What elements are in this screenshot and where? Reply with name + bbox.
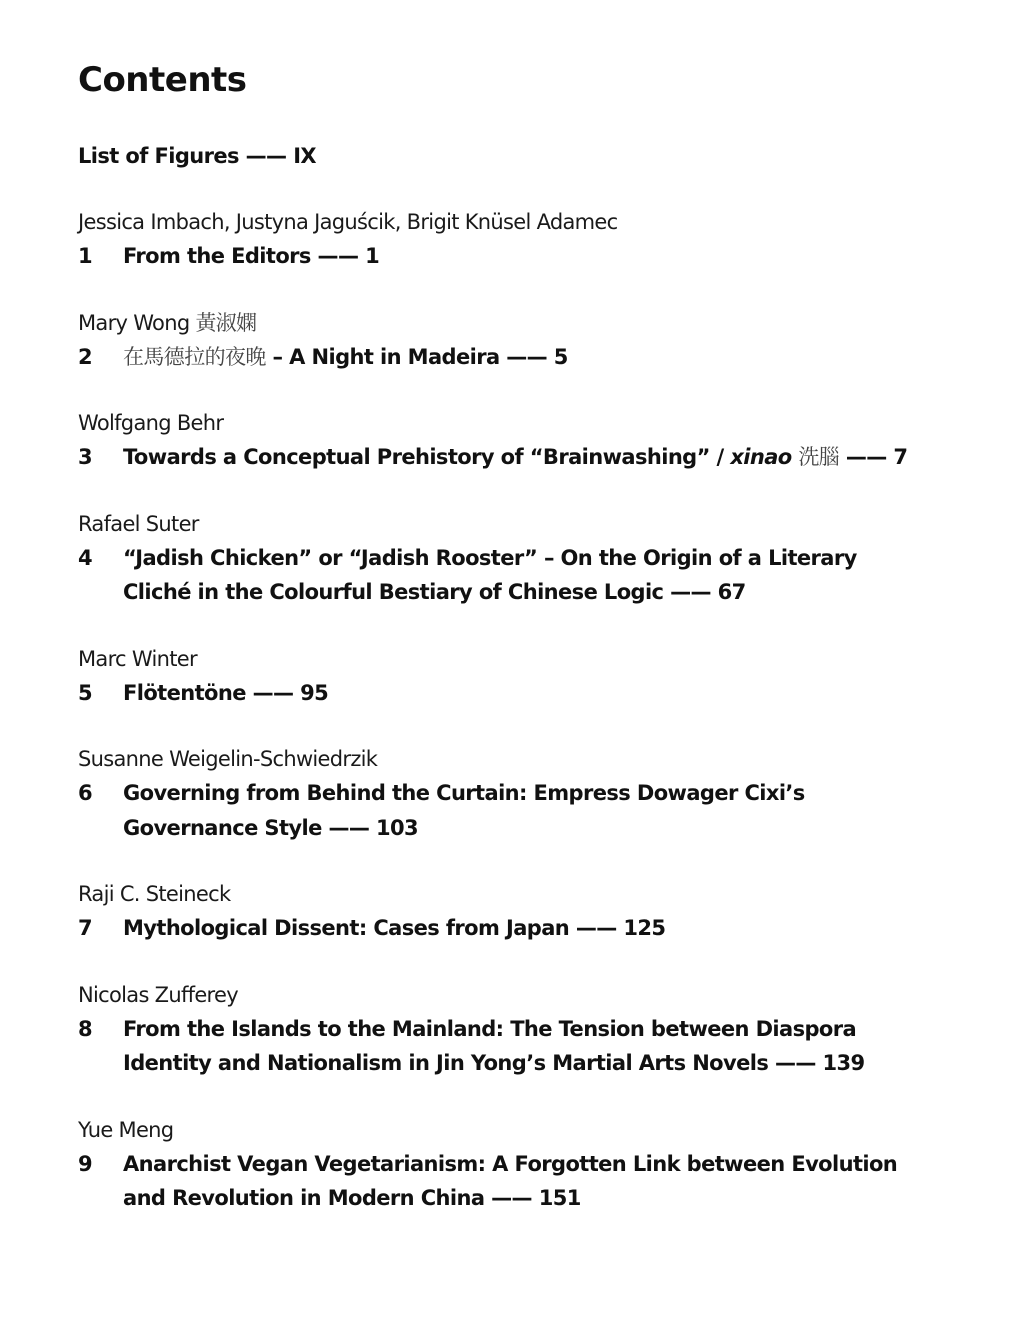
page-number: 7: [893, 445, 908, 469]
toc-entry[interactable]: [78, 306, 958, 375]
entry-author: Yue Meng: [78, 1117, 174, 1142]
chapter-number: 6: [78, 781, 93, 805]
chapter-number: 9: [78, 1151, 93, 1176]
chapter-title-cjk: 在馬德拉的夜晚: [123, 344, 266, 369]
chapter-number: 3: [78, 445, 93, 469]
toc-entry[interactable]: [78, 642, 958, 711]
entry-author: Mary Wong: [78, 310, 190, 335]
chapter-title: Governing from Behind the Curtain: Empress Dowager Cixi’s Governance Style: [123, 781, 805, 840]
chapter-number: 8: [78, 1016, 93, 1041]
leader-dash: ——: [252, 680, 294, 705]
chapter-title: From the Editors: [123, 244, 311, 268]
entry-author: Rafael Suter: [78, 511, 199, 536]
entry-author: Nicolas Zufferey: [78, 982, 238, 1007]
page-number: IX: [293, 144, 316, 168]
entry-title: List of Figures: [78, 144, 239, 168]
chapter-number: 7: [78, 916, 93, 940]
page-number: 151: [538, 1186, 581, 1210]
chapter-title: Flötentöne: [123, 680, 246, 705]
toc-entry[interactable]: [78, 406, 958, 475]
chapter-title: “Jadish Chicken” or “Jadish Rooster” – On the Origin of a Literary Cliché in the Colourful Bestiary of Chinese Logic: [123, 545, 857, 604]
page-number: 1: [365, 244, 380, 268]
entry-author: Susanne Weigelin-Schwiedrzik: [78, 747, 378, 771]
chapter-number: 5: [78, 680, 93, 705]
toc-entry[interactable]: [78, 507, 958, 610]
chapter-title-italic: xinao: [730, 445, 792, 469]
toc-entry[interactable]: [78, 742, 958, 845]
toc-entry[interactable]: [78, 205, 958, 274]
chapter-number: 1: [78, 244, 93, 268]
entry-author: Wolfgang Behr: [78, 411, 224, 435]
entry-author: Jessica Imbach, Justyna Jaguścik, Brigit Knüsel Adamec: [78, 210, 618, 234]
toc-entry[interactable]: [78, 877, 958, 946]
chapter-number: 2: [78, 344, 93, 369]
leader-dash: ——: [845, 445, 887, 469]
toc-entry[interactable]: [78, 1113, 958, 1216]
chapter-title-cjk: 洗腦: [798, 445, 840, 469]
toc-entry[interactable]: [78, 978, 958, 1081]
list-of-figures-entry[interactable]: [78, 139, 958, 173]
page-title: Contents: [78, 60, 247, 100]
leader-dash: ——: [491, 1186, 532, 1210]
leader-dash: ——: [774, 1051, 816, 1075]
chapter-number: 4: [78, 545, 93, 570]
contents-page: [78, 58, 958, 1216]
page-number: 67: [717, 580, 746, 604]
chapter-title: Anarchist Vegan Vegetarianism: A Forgotten Link between Evolution and Revolution in Modern China: [123, 1151, 898, 1210]
entry-author-cjk: 黃淑嫻: [195, 310, 257, 335]
page-number: 125: [623, 916, 666, 940]
chapter-title: From the Islands to the Mainland: The Tension between Diaspora Identity and Nationalism in Jin Yong’s Martial Arts Novels: [123, 1016, 857, 1075]
leader-dash: ——: [328, 815, 370, 840]
page-number: 103: [375, 815, 419, 840]
leader-dash: ——: [575, 916, 617, 940]
entry-author: Marc Winter: [78, 646, 197, 671]
page-number: 95: [300, 680, 329, 705]
chapter-title: – A Night in Madeira: [265, 344, 500, 369]
page-number: 139: [822, 1051, 865, 1075]
chapter-title: Towards a Conceptual Prehistory of “Brainwashing” /: [123, 445, 731, 469]
leader-dash: ——: [670, 580, 711, 604]
entry-author: Raji C. Steineck: [78, 882, 231, 906]
leader-dash: ——: [245, 144, 287, 168]
chapter-title: Mythological Dissent: Cases from Japan: [123, 916, 570, 940]
leader-dash: ——: [506, 344, 548, 369]
page-number: 5: [553, 344, 568, 369]
leader-dash: ——: [317, 244, 359, 268]
